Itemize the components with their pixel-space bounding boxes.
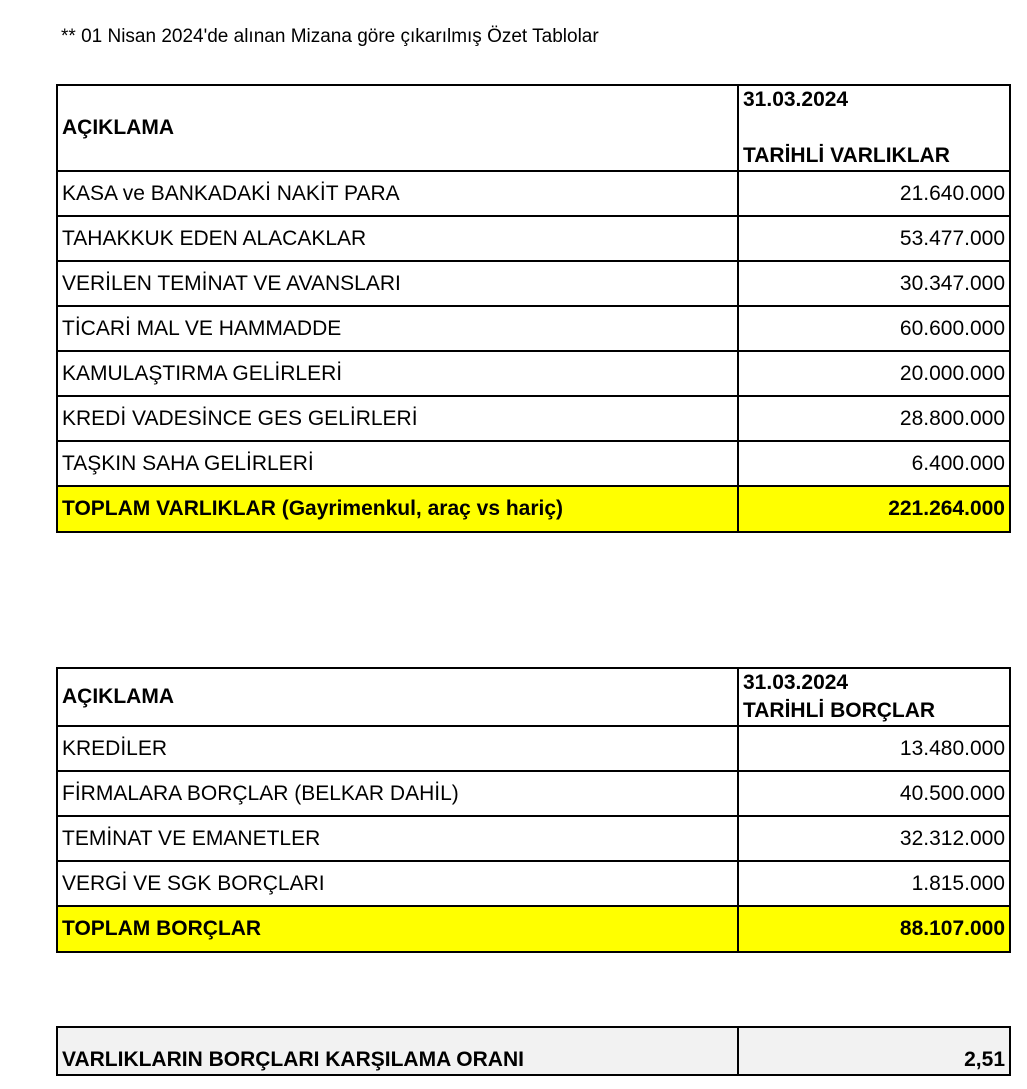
assets-total-value: 221.264.000 [738,486,1010,532]
table-row [57,816,1010,861]
row-value: 6.400.000 [738,441,1010,486]
row-label: KREDİLER [57,726,738,771]
table-row [57,351,1010,396]
ratio-value: 2,51 [738,1027,1010,1075]
debts-total-label: TOPLAM BORÇLAR [57,906,738,952]
row-label: TAŞKIN SAHA GELİRLERİ [57,441,738,486]
debts-total-row [57,906,1010,952]
row-label: TEMİNAT VE EMANETLER [57,816,738,861]
debts-header-value [738,668,1010,726]
assets-header-label: AÇIKLAMA [57,85,738,171]
debts-table [56,667,1011,953]
row-value: 32.312.000 [738,816,1010,861]
table-row [57,771,1010,816]
assets-header-row [57,85,1010,171]
row-value: 53.477.000 [738,216,1010,261]
row-value: 13.480.000 [738,726,1010,771]
table-row [57,261,1010,306]
row-value: 20.000.000 [738,351,1010,396]
table-row [57,171,1010,216]
assets-header-value [738,85,1010,171]
row-value: 30.347.000 [738,261,1010,306]
ratio-row [57,1027,1010,1075]
row-value: 21.640.000 [738,171,1010,216]
debts-header-row [57,668,1010,726]
debts-header-date: 31.03.2024 [743,671,849,694]
table-row [57,306,1010,351]
row-value: 1.815.000 [738,861,1010,906]
row-label: VERGİ VE SGK BORÇLARI [57,861,738,906]
assets-total-row [57,486,1010,532]
row-label: TİCARİ MAL VE HAMMADDE [57,306,738,351]
row-value: 28.800.000 [738,396,1010,441]
row-label: KAMULAŞTIRMA GELİRLERİ [57,351,738,396]
row-value: 60.600.000 [738,306,1010,351]
table-row [57,216,1010,261]
ratio-label: VARLIKLARIN BORÇLARI KARŞILAMA ORANI [57,1027,738,1075]
assets-total-label: TOPLAM VARLIKLAR (Gayrimenkul, araç vs hariç) [57,486,738,532]
table-row [57,441,1010,486]
row-label: KREDİ VADESİNCE GES GELİRLERİ [57,396,738,441]
row-label: VERİLEN TEMİNAT VE AVANSLARI [57,261,738,306]
row-value: 40.500.000 [738,771,1010,816]
assets-table [56,84,1011,533]
row-label: FİRMALARA BORÇLAR (BELKAR DAHİL) [57,771,738,816]
summary-note: ** 01 Nisan 2024'de alınan Mizana göre çıkarılmış Özet Tablolar [61,26,599,47]
assets-header-title: TARİHLİ VARLIKLAR [743,144,950,167]
assets-header-date: 31.03.2024 [743,88,849,111]
table-row [57,396,1010,441]
table-row [57,726,1010,771]
ratio-table [56,1026,1011,1076]
debts-total-value: 88.107.000 [738,906,1010,952]
debts-header-title: TARİHLİ BORÇLAR [743,699,936,722]
row-label: KASA ve BANKADAKİ NAKİT PARA [57,171,738,216]
row-label: TAHAKKUK EDEN ALACAKLAR [57,216,738,261]
debts-header-label: AÇIKLAMA [57,668,738,726]
table-row [57,861,1010,906]
